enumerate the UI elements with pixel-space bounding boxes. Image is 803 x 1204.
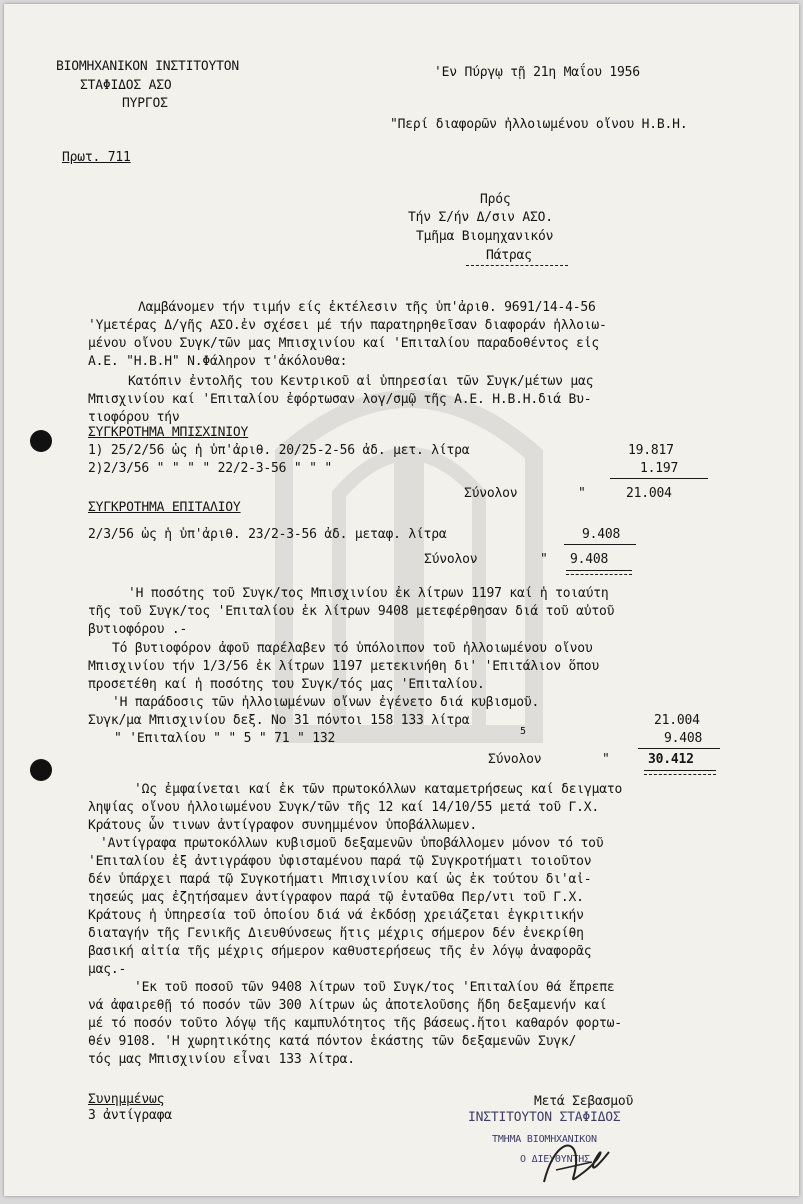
delivery-total-rule-1 xyxy=(644,770,716,771)
para3-line-1: 'Ως ἐμφαίνεται καί ἐκ τῶν πρωτοκόλλων καταμετρήσεως καί δειγματο xyxy=(134,782,623,797)
section1-sum-rule xyxy=(610,478,708,479)
section1-row2-value: 1.197 xyxy=(640,461,679,476)
para3-line-9: διαταγήν τῆς Γενικῆς Διευθύνσεως ἥτις μέχρις σήμερον δέν ἐνεκρίθη xyxy=(88,926,584,941)
para3-line-5: 'Επιταλίου ἐξ ἀντιγράφου ὑφισταμένου παρά τῷ Συγκροτήματι τοιοῦτον xyxy=(88,854,592,869)
para4-line-5: τός μας Μπισχινίου εἶναι 133 λίτρα. xyxy=(88,1052,355,1067)
date-line: 'Εν Πύργῳ τῇ 21η Μαΐου 1956 xyxy=(434,65,640,80)
section1-total-label: Σύνολον xyxy=(464,486,518,501)
closing-greeting: Μετά Σεβασμοῦ xyxy=(534,1094,634,1109)
para3-line-3: Κράτους ὧν τινων ἀντίγραφον συνημμένον ὑποβάλλωμεν. xyxy=(88,818,477,833)
stamp-line-1: ΙΝΣΤΙΤΟΥΤΟΝ ΣΤΑΦΙΔΟΣ xyxy=(468,1110,621,1125)
section1-heading: ΣΥΓΚΡΟΤΗΜΑ ΜΠΙΣΧΙΝΙΟΥ xyxy=(88,425,249,440)
para2-line-5: Μπισχινίου τήν 1/3/56 ἐκ λίτρων 1197 μετεκινήθη δι' 'Επιτάλιον ὅπου xyxy=(88,659,599,674)
letterhead-line-2: ΣΤΑΦΙΔΟΣ ΑΣΟ xyxy=(80,78,172,93)
section2-row1-desc: 2/3/56 ὡς ἡ ὑπ'ἀριθ. 23/2-3-56 ἀδ. μεταφ. λίτρα xyxy=(88,527,447,542)
delivery-total-value: 30.412 xyxy=(648,752,694,767)
para3-line-4: 'Αντίγραφα πρωτοκόλλων κυβισμοῦ δεξαμενῶν ὑποβάλλομεν μόνον τό τοῦ xyxy=(100,836,604,851)
section2-sum-rule xyxy=(564,544,636,545)
para3-line-11: μας.- xyxy=(88,962,127,977)
stamp-line-3: Ο ΔΙΕΥΘΥΝΤΗΣ xyxy=(520,1154,590,1165)
para4-line-3: μέ τό ποσόν τοῦτο λόγῳ τῆς καμπυλότητος τῆς βάσεως.ἤτοι καθαρόν φορτω- xyxy=(88,1016,622,1031)
subject-line: "Περί διαφορῶν ἠλλοιωμένου οἴνου Η.Β.Η. xyxy=(390,117,688,132)
para4-line-2: νά ἀφαιρεθῇ τό ποσόν τῶν 300 λίτρων ὡς ἀποτελοῦσης ἤδη δεξαμενήν καί xyxy=(88,998,607,1013)
intro-line-7: τιοφόρου τήν xyxy=(88,410,180,425)
section1-total-ditto: " xyxy=(578,486,586,501)
enclosures-label: Συνημμένως xyxy=(88,1092,165,1107)
delivery-row2-note: 5 xyxy=(520,726,526,737)
para3-line-2: ληψίας οἴνου ἠλλοιωμένου Συγκ/τῶν τῆς 12 καί 14/10/55 μετά τοῦ Γ.Χ. xyxy=(88,800,599,815)
recipient-pros: Πρός xyxy=(480,192,511,207)
delivery-total-rule-2 xyxy=(644,774,716,775)
delivery-total-ditto: " xyxy=(602,752,610,767)
delivery-total-label: Σύνολον xyxy=(488,752,542,767)
section1-row2-desc: 2)2/3/56 " " " " 22/2-3-56 " " " xyxy=(88,461,333,476)
recipient-line-2: Τμῆμα Βιομηχανικόν xyxy=(416,229,554,244)
para3-line-8: Κράτους ἡ ὑπηρεσία τοῦ ὁποίου διά νά ἐκδόσῃ χρειάζεται ἐγκριτικήν xyxy=(88,908,584,923)
section2-total-label: Σύνολον xyxy=(424,552,478,567)
intro-line-3: μένου οἴνου Συγκ/τῶν μας Μπισχινίου καί 'Επιταλίου παραδοθέντος εἰς xyxy=(88,336,599,351)
section2-total-ditto: " xyxy=(540,552,548,567)
document-page xyxy=(4,4,799,1196)
section2-row1-value: 9.408 xyxy=(582,527,621,542)
section2-total-value: 9.408 xyxy=(570,552,609,567)
intro-line-4: Α.Ε. "Η.Β.Η" Ν.Φάληρον τ'ἀκόλουθα: xyxy=(88,354,348,369)
para2-line-2: τῆς τοῦ Συγκ/τος 'Επιταλίου ἐκ λίτρων 9408 μετεφέρθησαν διά τοῦ αὐτοῦ xyxy=(88,604,615,619)
delivery-row2: " 'Επιταλίου " " 5 " 71 " 132 xyxy=(114,731,336,746)
letterhead-line-1: ΒΙΟΜΗΧΑΝΙΚΟΝ ΙΝΣΤΙΤΟΥΤΟΝ xyxy=(56,59,240,74)
intro-line-2: 'Υμετέρας Δ/γῆς ΑΣΟ.ἐν σχέσει μέ τήν παρατηρηθεῖσαν διαφοράν ἠλλοιω- xyxy=(88,318,607,333)
punch-hole-bottom xyxy=(30,759,52,781)
delivery-row1-value: 21.004 xyxy=(654,713,700,728)
intro-line-5: Κατόπιν ἐντολῆς του Κεντρικοῦ αἱ ὑπηρεσίαι τῶν Συγκ/μέτων μας xyxy=(128,374,594,389)
delivery-row2-value: 9.408 xyxy=(664,731,703,746)
para2-line-1: 'Η ποσότης τοῦ Συγκ/τος Μπισχινίου ἐκ λίτρων 1197 καί ἡ τοιαύτη xyxy=(128,586,609,601)
para3-line-6: δέν ὑπάρχει παρά τῷ Συγκοτήματι Μπισχινίου καί ὡς ἐκ τούτου δι'αἰ- xyxy=(88,872,592,887)
intro-line-6: Μπισχινίου καί 'Επιταλίου ἐφόρτωσαν λογ/σμῷ τῆς Α.Ε. Η.Β.Η.διά Βυ- xyxy=(88,392,592,407)
section1-row1-desc: 1) 25/2/56 ὡς ἡ ὑπ'ἀριθ. 20/25-2-56 ἀδ. μετ. λίτρα xyxy=(88,443,470,458)
recipient-line-3: Πάτρας xyxy=(486,248,532,263)
section2-total-rule-2 xyxy=(566,574,632,575)
letterhead-line-3: ΠΥΡΓΟΣ xyxy=(122,96,168,111)
stamp-line-2: ΤΜΗΜΑ ΒΙΟΜΗΧΑΝΙΚΟΝ xyxy=(492,1134,597,1145)
para3-line-7: τησεώς μας ἐζητήσαμεν ἀντίγραφον παρά τῷ ἐνταῦθα Περ/ντι τοῦ Γ.Χ. xyxy=(88,890,584,905)
section2-heading: ΣΥΓΚΡΟΤΗΜΑ ΕΠΙΤΑΛΙΟΥ xyxy=(88,500,241,515)
recipient-underline xyxy=(466,265,568,266)
punch-hole-top xyxy=(30,430,52,452)
handwritten-signature xyxy=(534,1132,614,1192)
section1-total-value: 21.004 xyxy=(626,486,672,501)
intro-line-1: Λαμβάνομεν τήν τιμήν είς ἐκτέλεσιν τῆς ὑπ'ἀριθ. 9691/14-4-56 xyxy=(138,300,596,315)
delivery-row1: Συγκ/μα Μπισχινίου δεξ. Νο 31 πόντοι 158 133 λίτρα xyxy=(88,713,470,728)
para2-line-4: Τό βυτιοφόρον ἀφοῦ παρέλαβεν τό ὑπόλοιπον τοῦ ἠλλοιωμένου οἴνου xyxy=(112,641,593,656)
section1-row1-value: 19.817 xyxy=(628,443,674,458)
protocol-number: Πρωτ. 711 xyxy=(62,150,131,165)
para3-line-10: βασική αἰτία τῆς μέχρις σήμερον καθυστερήσεως τῆς ἐν λόγῳ ἀναφορᾶς xyxy=(88,944,592,959)
recipient-line-1: Τήν Σ/ήν Δ/σιν ΑΣΟ. xyxy=(408,210,553,225)
para4-line-1: 'Εκ τοῦ ποσοῦ τῶν 9408 λίτρων τοῦ Συγκ/τος 'Επιταλίου θά ἔπρεπε xyxy=(134,980,615,995)
enclosures-count: 3 ἀντίγραφα xyxy=(88,1108,172,1123)
para2-line-7: 'Η παράδοσις τῶν ἠλλοιωμένων οἴνων ἐγένετο διά κυβισμοῦ. xyxy=(112,695,540,710)
para2-line-6: προσετέθη καί ἡ ποσότης του Συγκ/τός μας 'Επιταλίου. xyxy=(88,677,485,692)
section2-total-rule-1 xyxy=(566,570,632,571)
para2-line-3: βυτιοφόρου .- xyxy=(88,622,188,637)
delivery-sum-rule xyxy=(638,748,720,749)
para4-line-4: θέν 9108. 'Η χωρητικότης κατά πόντον ἑκάστης τῶν δεξαμενῶν Συγκ/ xyxy=(88,1034,577,1049)
